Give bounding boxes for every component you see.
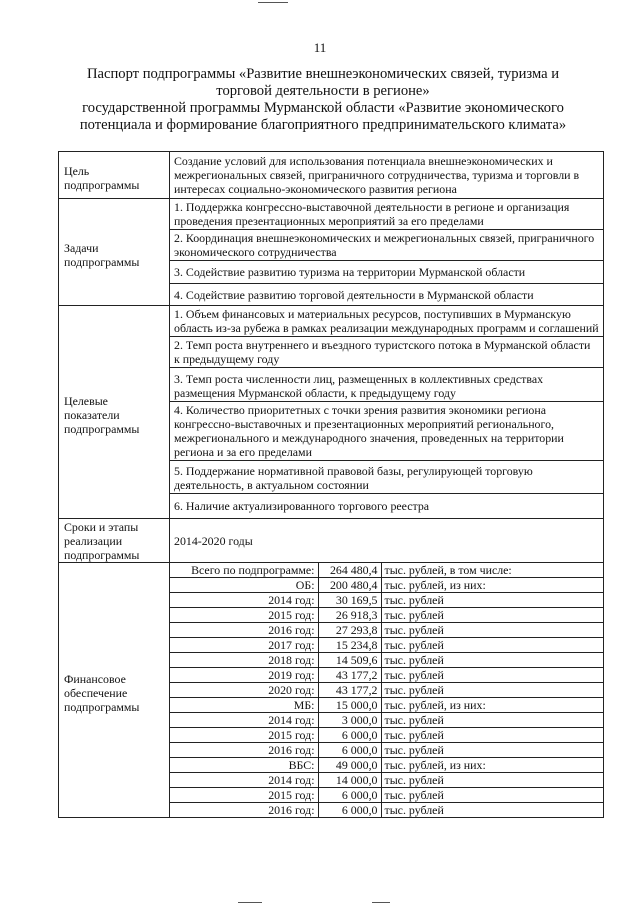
goal-text: Создание условий для использования потенциала внешнеэкономических и межрегиональных связей, приграничного сотрудничества, туризма и торговли в интересах социально-экономического развития региона	[174, 154, 580, 196]
finance-row-value: 27 293,8	[318, 623, 381, 638]
scan-mark-bottom-left	[238, 902, 262, 903]
indicator-item: 6. Наличие актуализированного торгового реестра	[170, 493, 603, 518]
finance-table-row	[170, 728, 604, 743]
scan-mark-bottom-right	[372, 902, 390, 903]
finance-table-row	[170, 668, 604, 683]
finance-row	[59, 563, 604, 818]
finance-table-row	[170, 593, 604, 608]
finance-row-unit: тыс. рублей	[381, 593, 604, 608]
task-item: 4. Содействие развитию торговой деятельности в Мурманской области	[170, 283, 603, 305]
document-title	[40, 66, 606, 134]
finance-row-label: 2014 год:	[170, 713, 318, 728]
passport-table	[58, 151, 604, 818]
finance-row-value: 49 000,0	[318, 758, 381, 773]
finance-row-unit: тыс. рублей	[381, 638, 604, 653]
finance-row-unit: тыс. рублей, из них:	[381, 758, 604, 773]
finance-row-label: 2020 год:	[170, 683, 318, 698]
page-number: 11	[313, 40, 327, 55]
finance-row-unit: тыс. рублей	[381, 668, 604, 683]
indicators-row	[59, 306, 604, 519]
finance-row-value: 200 480,4	[318, 578, 381, 593]
indicator-item: 1. Объем финансовых и материальных ресурсов, поступивших в Мурманскую область из-за рубежа в рамках реализации международных программ и соглашений	[174, 307, 599, 335]
indicator-item: 2. Темп роста внутреннего и въездного туристского потока в Мурманской области к предыдущему году	[170, 336, 603, 367]
finance-row-value: 43 177,2	[318, 668, 381, 683]
goal-row	[59, 152, 604, 199]
terms-label: Сроки и этапы реализации подпрограммы	[59, 519, 170, 563]
finance-row-value: 6 000,0	[318, 788, 381, 803]
finance-row-unit: тыс. рублей, из них:	[381, 698, 604, 713]
finance-row-label: 2014 год:	[170, 773, 318, 788]
terms-text: 2014-2020 годы	[174, 533, 253, 548]
scan-mark-top	[258, 2, 288, 3]
indicator-item: 4. Количество приоритетных с точки зрения развития экономики региона конгрессно-выставочных и презентационных мероприятий регионального, межрегионального и международного значения, проведенных на территории региона и за его пределами	[170, 401, 603, 460]
finance-row-unit: тыс. рублей	[381, 713, 604, 728]
task-item: 3. Содействие развитию туризма на территории Мурманской области	[170, 260, 603, 283]
finance-row-label: 2018 год:	[170, 653, 318, 668]
title-line: потенциала и формирование благоприятного предпринимательского климата»	[79, 117, 567, 133]
finance-row-unit: тыс. рублей, из них:	[381, 578, 604, 593]
finance-row-label: 2016 год:	[170, 803, 318, 818]
finance-table-row	[170, 803, 604, 818]
finance-row-label: 2014 год:	[170, 593, 318, 608]
indicators-label: Целевые показатели подпрограммы	[59, 306, 170, 519]
finance-row-value: 3 000,0	[318, 713, 381, 728]
finance-table-row	[170, 713, 604, 728]
tasks-label: Задачи подпрограммы	[59, 199, 170, 306]
finance-row-label: ОБ:	[170, 578, 318, 593]
finance-row-value: 26 918,3	[318, 608, 381, 623]
finance-row-label: 2017 год:	[170, 638, 318, 653]
finance-row-value: 15 234,8	[318, 638, 381, 653]
finance-table-row	[170, 698, 604, 713]
finance-table-row	[170, 758, 604, 773]
finance-row-value: 6 000,0	[318, 728, 381, 743]
finance-table-row	[170, 743, 604, 758]
finance-table-row	[170, 773, 604, 788]
finance-row-unit: тыс. рублей, в том числе:	[381, 563, 604, 578]
finance-row-unit: тыс. рублей	[381, 683, 604, 698]
finance-row-value: 43 177,2	[318, 683, 381, 698]
finance-row-value: 14 000,0	[318, 773, 381, 788]
finance-table-row	[170, 683, 604, 698]
finance-label: Финансовое обеспечение подпрограммы	[59, 563, 170, 818]
finance-row-value: 15 000,0	[318, 698, 381, 713]
finance-row-unit: тыс. рублей	[381, 623, 604, 638]
finance-row-label: 2015 год:	[170, 728, 318, 743]
finance-row-unit: тыс. рублей	[381, 803, 604, 818]
finance-row-value: 6 000,0	[318, 803, 381, 818]
finance-row-unit: тыс. рублей	[381, 728, 604, 743]
finance-row-unit: тыс. рублей	[381, 788, 604, 803]
finance-row-value: 6 000,0	[318, 743, 381, 758]
finance-table-row	[170, 608, 604, 623]
finance-table-row	[170, 578, 604, 593]
indicator-item: 5. Поддержание нормативной правовой базы, регулирующей торговую деятельность, в актуальном состоянии	[170, 460, 603, 493]
finance-table	[170, 563, 604, 817]
finance-table-row	[170, 563, 604, 578]
finance-row-label: 2016 год:	[170, 623, 318, 638]
finance-table-row	[170, 623, 604, 638]
finance-row-value: 14 509,6	[318, 653, 381, 668]
finance-row-unit: тыс. рублей	[381, 773, 604, 788]
task-item: 1. Поддержка конгрессно-выставочной деятельности в регионе и организация проведения презентационных мероприятий за его пределами	[174, 200, 570, 228]
title-line: торговой деятельности в регионе»	[216, 83, 430, 99]
finance-row-label: МБ:	[170, 698, 318, 713]
finance-row-label: 2015 год:	[170, 788, 318, 803]
title-line: государственной программы Мурманской области «Развитие экономического	[82, 100, 564, 116]
finance-table-row	[170, 788, 604, 803]
terms-row	[59, 519, 604, 563]
finance-row-unit: тыс. рублей	[381, 608, 604, 623]
finance-table-row	[170, 653, 604, 668]
goal-label: Цель подпрограммы	[59, 152, 170, 199]
title-line: Паспорт подпрограммы «Развитие внешнеэкономических связей, туризма и	[86, 66, 560, 82]
finance-row-unit: тыс. рублей	[381, 743, 604, 758]
task-item: 2. Координация внешнеэкономических и межрегиональных связей, приграничного экономического сотрудничества	[170, 229, 603, 260]
finance-row-value: 30 169,5	[318, 593, 381, 608]
finance-row-label: Всего по подпрограмме:	[170, 563, 318, 578]
tasks-row	[59, 199, 604, 306]
finance-row-label: ВБС:	[170, 758, 318, 773]
finance-table-row	[170, 638, 604, 653]
finance-row-value: 264 480,4	[318, 563, 381, 578]
indicator-item: 3. Темп роста численности лиц, размещенных в коллективных средствах размещения Мурманской области, к предыдущему году	[170, 367, 603, 401]
finance-row-unit: тыс. рублей	[381, 653, 604, 668]
finance-row-label: 2019 год:	[170, 668, 318, 683]
finance-row-label: 2016 год:	[170, 743, 318, 758]
finance-row-label: 2015 год:	[170, 608, 318, 623]
